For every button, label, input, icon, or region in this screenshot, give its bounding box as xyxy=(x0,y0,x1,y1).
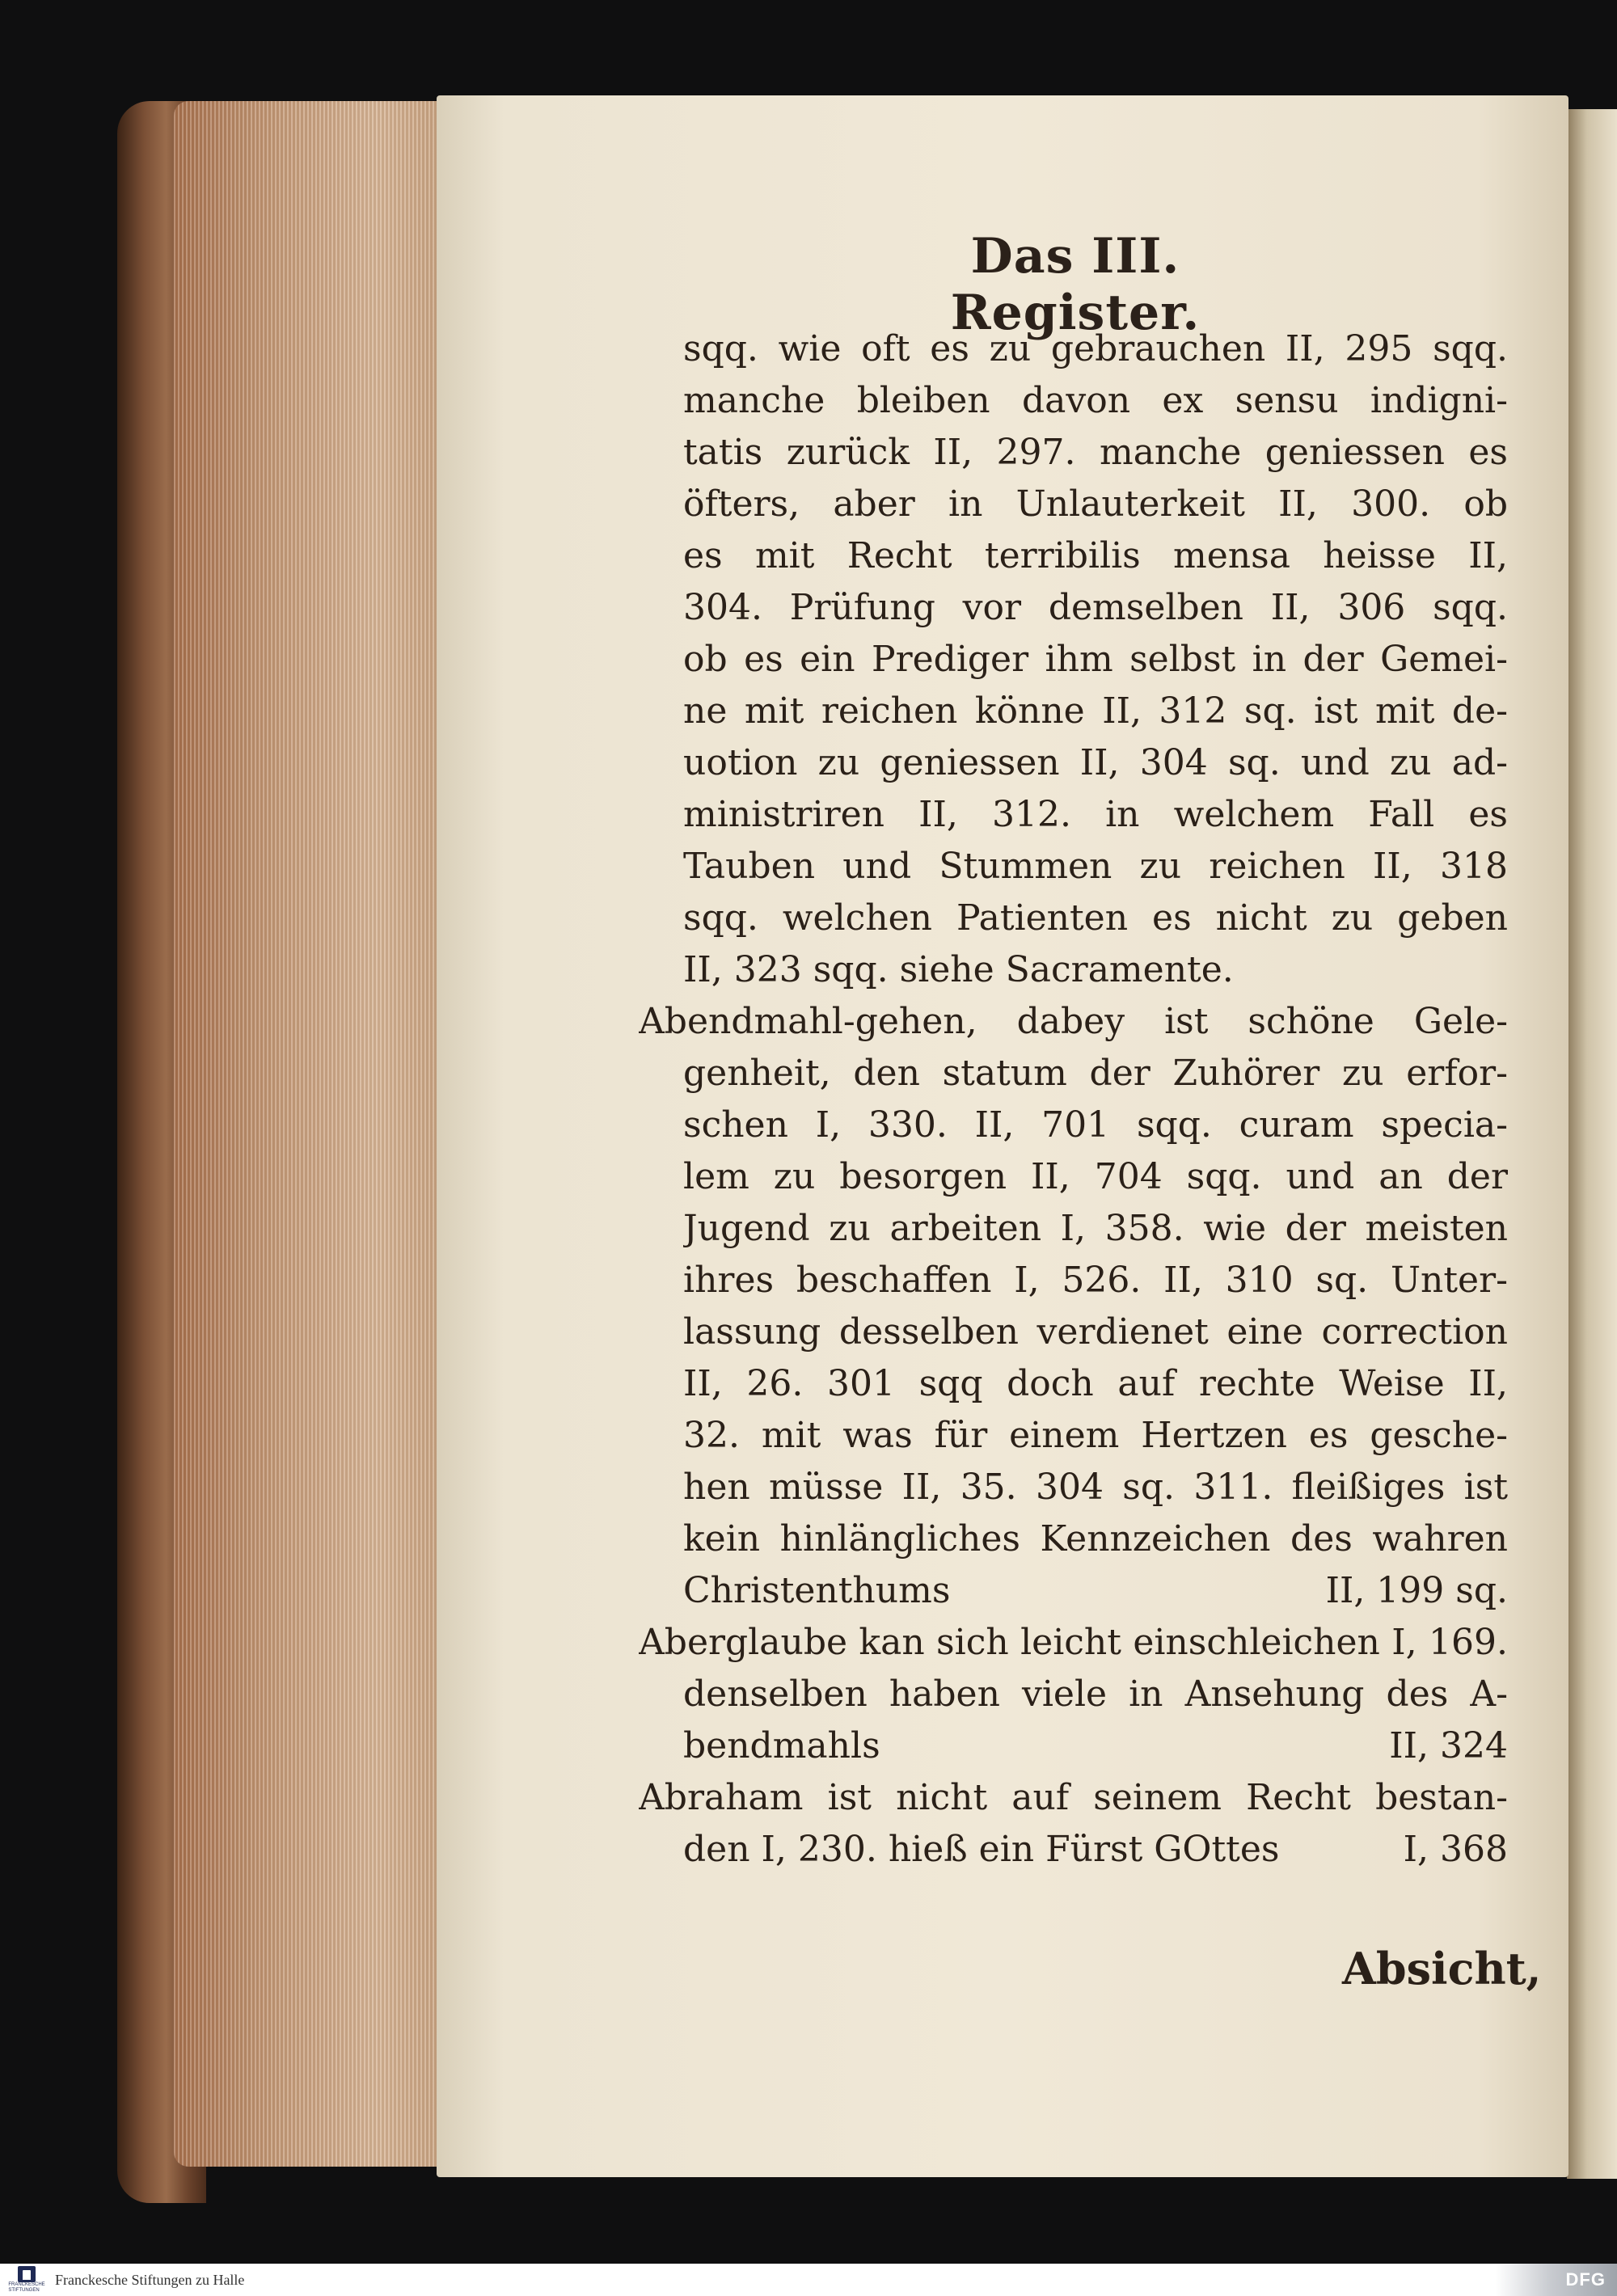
francke-logo-icon xyxy=(10,2266,44,2294)
index-entry-heading: Aberglaube kan sich leicht einschleichen I, 169. xyxy=(639,1622,1508,1663)
text-line: lassung desselben verdienet eine correction xyxy=(683,1311,1508,1353)
next-leaf xyxy=(1567,109,1617,2179)
text-line: 32. mit was für einem Hertzen es gesche- xyxy=(683,1415,1508,1456)
text-line: genheit, den statum der Zuhörer zu erfor- xyxy=(683,1053,1508,1094)
building-icon xyxy=(18,2266,36,2282)
text-line xyxy=(683,1565,1508,1617)
text-line xyxy=(683,1720,1508,1772)
text-line: 304. Prüfung vor demselben II, 306 sqq. xyxy=(683,587,1508,628)
text-line: ihres beschaffen I, 526. II, 310 sq. Unter- xyxy=(683,1260,1508,1301)
text-line: öfters, aber in Unlauterkeit II, 300. ob xyxy=(683,483,1508,525)
running-header: Das III. Register. xyxy=(950,228,1201,341)
text-line: Tauben und Stummen zu reichen II, 318 xyxy=(683,846,1508,887)
text-line xyxy=(683,1824,1508,1876)
text-line: schen I, 330. II, 701 sqq. curam specia- xyxy=(683,1104,1508,1146)
text-line: II, 323 sqq. siehe Sacramente. xyxy=(683,949,1234,990)
text-line: denselben haben viele in Ansehung des A- xyxy=(683,1673,1508,1715)
text-line: kein hinlängliches Kennzeichen des wahren xyxy=(683,1518,1508,1560)
text-line: II, 26. 301 sqq doch auf rechte Weise II, xyxy=(683,1363,1508,1404)
text-line: hen müsse II, 35. 304 sq. 311. fleißiges ist xyxy=(683,1467,1508,1508)
text-line: ob es ein Prediger ihm selbst in der Gemei- xyxy=(683,639,1508,680)
text-line: tatis zurück II, 297. manche geniessen es xyxy=(683,432,1508,473)
index-text xyxy=(639,323,1508,1876)
page-reference: II, 324 xyxy=(1389,1725,1508,1766)
text-segment: den I, 230. hieß ein Fürst GOttes xyxy=(683,1829,1280,1870)
dfg-badge xyxy=(1496,2264,1617,2296)
text-line: Jugend zu arbeiten I, 358. wie der meisten xyxy=(683,1208,1508,1249)
text-line: ne mit reichen könne II, 312 sq. ist mit de- xyxy=(683,690,1508,732)
logo-text: FRANCKESCHE STIFTUNGEN xyxy=(8,2282,45,2293)
text-line: uotion zu geniessen II, 304 sq. und zu ad- xyxy=(683,742,1508,783)
text-segment: bendmahls xyxy=(683,1725,880,1766)
text-line: es mit Recht terribilis mensa heisse II, xyxy=(683,535,1508,576)
dfg-label: DFG xyxy=(1565,2269,1606,2290)
text-line: lem zu besorgen II, 704 sqq. und an der xyxy=(683,1156,1508,1197)
text-segment: Christenthums xyxy=(683,1570,951,1611)
index-entry-heading: Abraham ist nicht auf seinem Recht bestan- xyxy=(639,1777,1508,1818)
text-line: manche bleiben davon ex sensu indigni- xyxy=(683,380,1508,421)
text-line: ministriren II, 312. in welchem Fall es xyxy=(683,794,1508,835)
institution-name: Franckesche Stiftungen zu Halle xyxy=(55,2271,245,2288)
page-reference: I, 368 xyxy=(1403,1829,1508,1870)
page-reference: II, 199 sq. xyxy=(1325,1570,1508,1611)
viewer-footer xyxy=(0,2264,1617,2296)
page-stack xyxy=(174,101,445,2167)
index-entry-heading: Abendmahl-gehen, dabey ist schöne Gele- xyxy=(639,1001,1508,1042)
text-line: sqq. welchen Patienten es nicht zu geben xyxy=(683,897,1508,939)
catchword: Absicht, xyxy=(1342,1943,1542,1994)
text-line: sqq. wie oft es zu gebrauchen II, 295 sqq. xyxy=(683,328,1508,369)
